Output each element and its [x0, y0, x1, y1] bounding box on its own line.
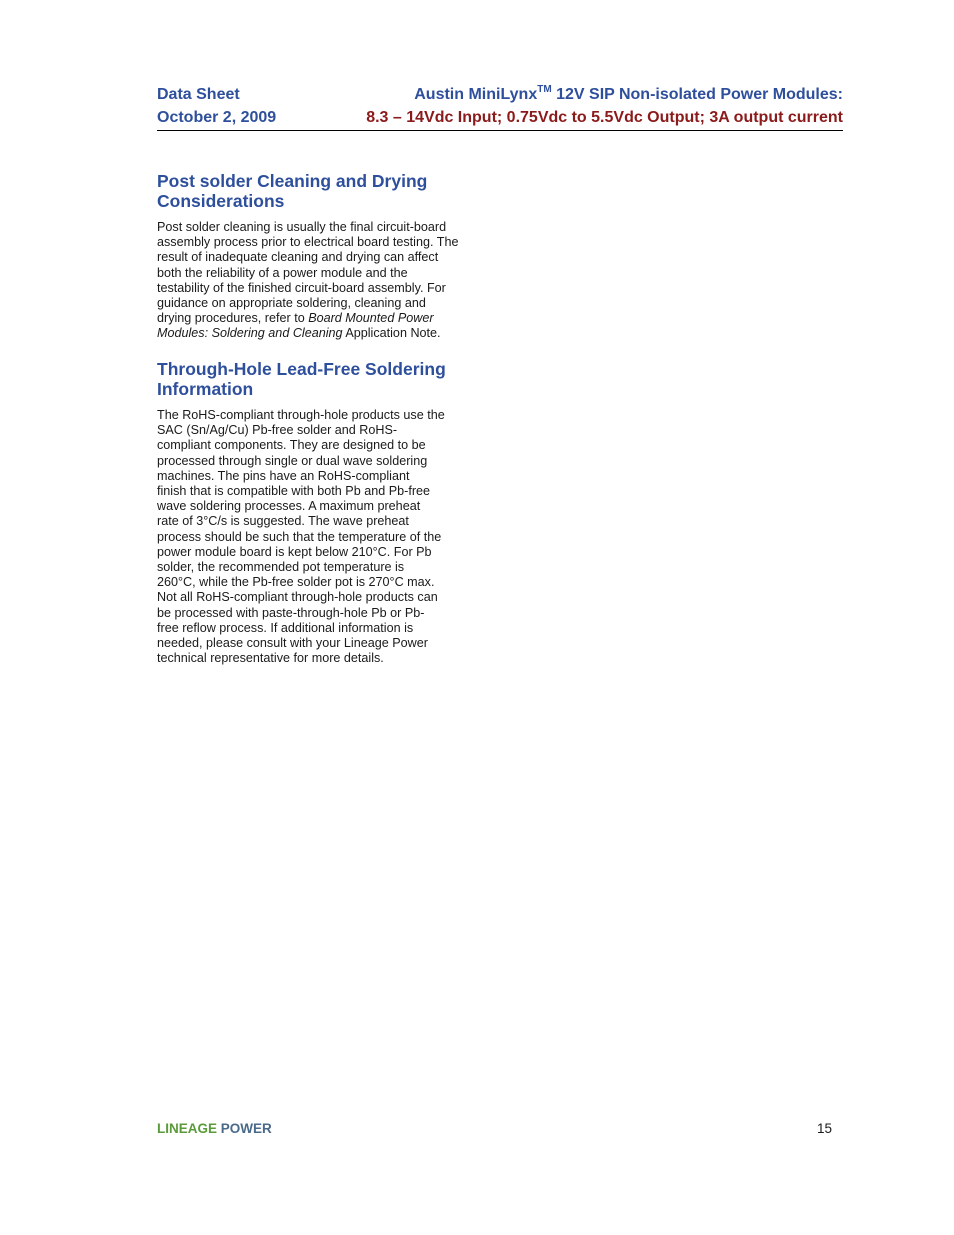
- body-line: [157, 311, 482, 326]
- body-line: process should be such that the temperature of the: [157, 529, 442, 544]
- section-body-lead-free: [157, 408, 482, 666]
- body-line: power module board is kept below 210°C. For Pb: [157, 544, 432, 559]
- product-description: 12V SIP Non-isolated Power Modules:: [551, 86, 843, 103]
- body-line: Post solder cleaning is usually the final circuit-board: [157, 220, 447, 234]
- body-line: compliant components. They are designed to be: [157, 438, 426, 453]
- footer-brand-logo: [157, 1121, 272, 1137]
- title-line: Information: [157, 379, 254, 399]
- body-line: free reflow process. If additional information is: [157, 620, 414, 635]
- body-line: Not all RoHS-compliant through-hole products can: [157, 590, 438, 605]
- body-text-run: drying procedures, refer to: [157, 311, 309, 326]
- body-line: 260°C, while the Pb-free solder pot is 270°C max.: [157, 575, 435, 590]
- app-note-title: Modules: Soldering and Cleaning: [157, 326, 343, 341]
- title-line: Through-Hole Lead-Free Soldering: [157, 359, 446, 379]
- title-line: Post solder Cleaning and Drying: [157, 171, 428, 191]
- body-line: [157, 326, 482, 341]
- doc-type: Data Sheet: [157, 86, 240, 103]
- body-line: technical representative for more details.: [157, 651, 384, 666]
- body-line: guidance on appropriate soldering, cleaning and: [157, 296, 426, 311]
- body-line: finish that is compatible with both Pb and Pb-free: [157, 484, 431, 499]
- app-note-title: Board Mounted Power: [308, 311, 434, 326]
- product-name: Austin MiniLynx: [414, 86, 538, 103]
- trademark-mark: TM: [537, 84, 552, 95]
- product-spec: 8.3 – 14Vdc Input; 0.75Vdc to 5.5Vdc Output; 3A output current: [366, 109, 843, 126]
- product-title: [414, 85, 843, 105]
- body-line: assembly process prior to electrical board testing. The: [157, 235, 459, 250]
- body-line: be processed with paste-through-hole Pb or Pb-: [157, 605, 425, 620]
- body-line: both the reliability of a power module and the: [157, 265, 408, 280]
- page-number: 15: [816, 1121, 832, 1136]
- section-title-lead-free: [157, 359, 487, 399]
- body-line: processed through single or dual wave soldering: [157, 453, 428, 468]
- body-line: SAC (Sn/Ag/Cu) Pb-free solder and RoHS-: [157, 423, 398, 438]
- body-line: needed, please consult with your Lineage Power: [157, 636, 428, 651]
- brand-word-power: POWER: [220, 1121, 272, 1136]
- section-title-cleaning: [157, 171, 487, 211]
- doc-date: October 2, 2009: [157, 109, 277, 126]
- body-line: result of inadequate cleaning and drying can affect: [157, 250, 439, 265]
- body-line: The RoHS-compliant through-hole products use the: [157, 408, 445, 422]
- body-text-run: Application Note.: [342, 326, 441, 341]
- body-line: testability of the finished circuit-board assembly. For: [157, 280, 446, 295]
- title-line: Considerations: [157, 191, 285, 211]
- body-line: wave soldering processes. A maximum preheat: [157, 499, 421, 514]
- page-header: [157, 84, 843, 131]
- body-line: rate of 3°C/s is suggested. The wave preheat: [157, 514, 409, 529]
- section-body-cleaning: [157, 220, 482, 342]
- brand-word-lineage: LINEAGE: [157, 1121, 218, 1136]
- body-line: solder, the recommended pot temperature is: [157, 560, 405, 575]
- body-line: machines. The pins have an RoHS-compliant: [157, 468, 410, 483]
